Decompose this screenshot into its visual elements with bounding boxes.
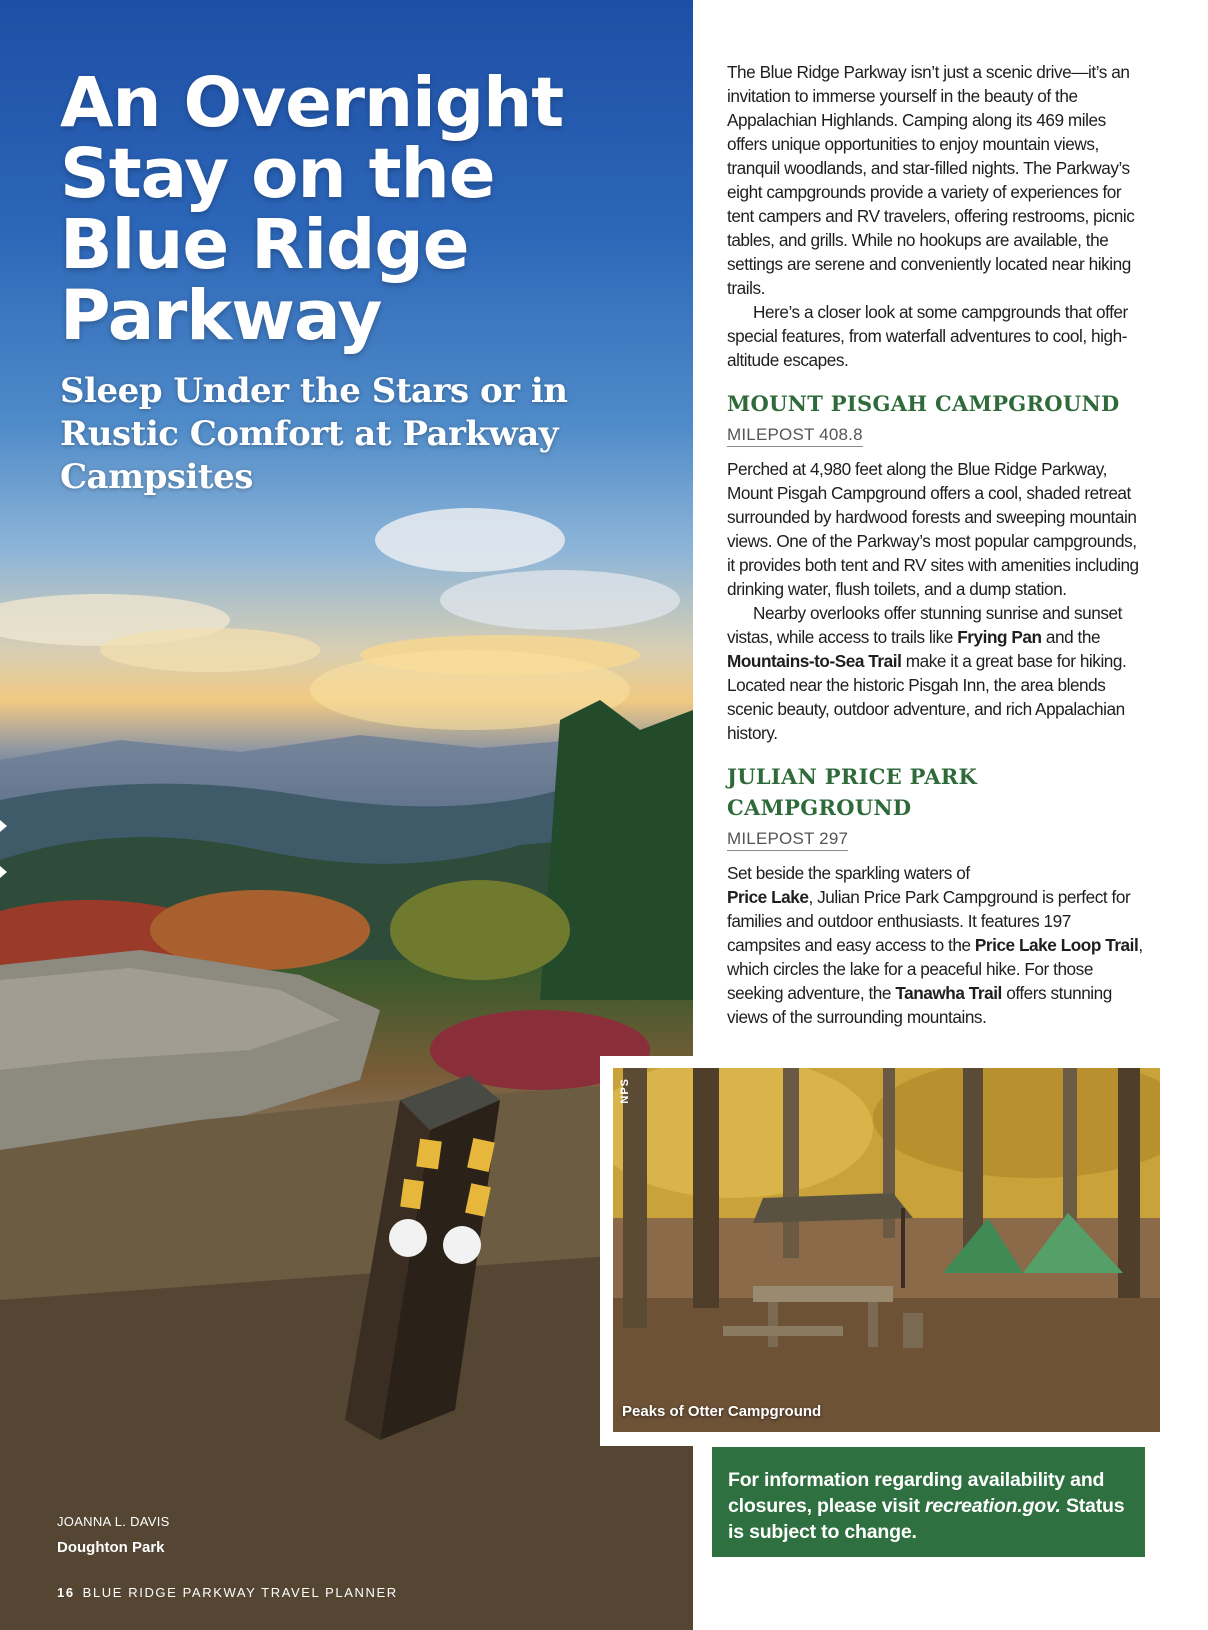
campground-scene — [613, 1068, 1160, 1432]
trail-name: Frying Pan — [957, 627, 1042, 647]
title-line: Blue Ridge — [60, 205, 469, 285]
mount-pisgah-section — [727, 457, 1147, 745]
subtitle-line: Rustic Comfort at Parkway — [60, 414, 559, 454]
intro-section — [727, 60, 1147, 372]
julian-price-section — [727, 861, 1147, 1029]
publication-name: BLUE RIDGE PARKWAY TRAVEL PLANNER — [82, 1585, 398, 1600]
text-run: offers stunning views of the surrounding mountains. — [727, 983, 1112, 1027]
text-run: Set beside the sparkling waters of — [727, 863, 970, 883]
section-paragraph — [727, 601, 1147, 745]
title-line: Stay on the — [60, 134, 495, 214]
subtitle-line: Sleep Under the Stars or in — [60, 371, 568, 411]
text-run: , Julian Price Park Campground is perfect for families and outdoor enthusiasts. It features 197 campsites and easy access to the — [727, 887, 1131, 955]
article-title — [60, 63, 660, 356]
trail-name: Price Lake Loop Trail — [974, 935, 1139, 955]
photo-location: Doughton Park — [57, 1539, 165, 1556]
text-run: make it a great base for hiking. Located near the historic Pisgah Inn, the area blends scenic beauty, outdoor adventure, and rich Appalachian history. — [727, 651, 1127, 743]
edge-arrow-icon — [0, 866, 7, 878]
text-run: , which circles the lake for a peaceful hike. For those seeking adventure, the — [727, 935, 1143, 1003]
place-name: Price Lake — [727, 887, 809, 907]
availability-info-box — [712, 1447, 1145, 1557]
trail-name: Tanawha Trail — [895, 983, 1002, 1003]
intro-paragraph: The Blue Ridge Parkway isn’t just a scenic drive—it’s an invitation to immerse yourself in the beauty of the Appalachian Highlands. Camping along its 469 miles offers unique opportunities to enjoy mountain views, tranquil woodlands, and star-filled nights. The Parkway’s eight campgrounds provide a variety of experiences for tent campers and RV travelers, offering restrooms, picnic tables, and grills. While no hookups are available, the settings are serene and conveniently located near hiking trails. — [727, 62, 1135, 298]
trail-name: Mountains-to-Sea Trail — [727, 651, 902, 671]
text-run: Nearby overlooks offer stunning sunrise and sunset vistas, while access to trails like — [727, 603, 1122, 647]
section-heading-julian-price — [727, 761, 1147, 823]
article-subtitle — [60, 370, 660, 499]
photo-credit-block — [57, 1514, 170, 1556]
milepost-label: MILEPOST 297 — [727, 829, 848, 851]
subtitle-line: Campsites — [60, 457, 253, 497]
edge-arrow-icon — [0, 820, 7, 832]
title-block — [60, 63, 660, 499]
info-text: For information regarding availability and closures, please visit — [728, 1469, 1105, 1517]
photographer-credit: JOANNA L. DAVIS — [57, 1514, 170, 1529]
section-paragraph — [727, 861, 1147, 1029]
recreation-gov-link[interactable]: recreation.gov. — [925, 1495, 1061, 1517]
campground-photo — [613, 1068, 1160, 1432]
heading-line: JULIAN PRICE PARK — [727, 764, 978, 789]
section-paragraph: Perched at 4,980 feet along the Blue Ridge Parkway, Mount Pisgah Campground offers a cool, shaded retreat surrounded by hardwood forests and sweeping mountain views. One of the Parkway’s most popular campgrounds, it provides both tent and RV sites with amenities including drinking water, flush toilets, and a dump station. — [727, 459, 1139, 599]
intro-paragraph: Here’s a closer look at some campgrounds that offer special features, from waterfall adventures to cool, high-altitude escapes. — [727, 302, 1128, 370]
page-number: 16 — [57, 1585, 75, 1600]
page-footer — [57, 1585, 398, 1600]
title-line: An Overnight — [60, 63, 564, 143]
campground-photo-frame — [600, 1056, 1170, 1446]
title-line: Parkway — [60, 276, 382, 356]
heading-line: CAMPGROUND — [727, 795, 912, 820]
photo-caption: Peaks of Otter Campground — [622, 1403, 822, 1420]
section-heading-mount-pisgah: MOUNT PISGAH CAMPGROUND — [727, 391, 1120, 416]
text-run: and the — [1041, 627, 1101, 647]
info-text: Status is subject to change. — [728, 1495, 1125, 1543]
photo-credit: NPS — [619, 1078, 631, 1104]
article-body — [727, 60, 1147, 1029]
milepost-label: MILEPOST 408.8 — [727, 425, 863, 447]
